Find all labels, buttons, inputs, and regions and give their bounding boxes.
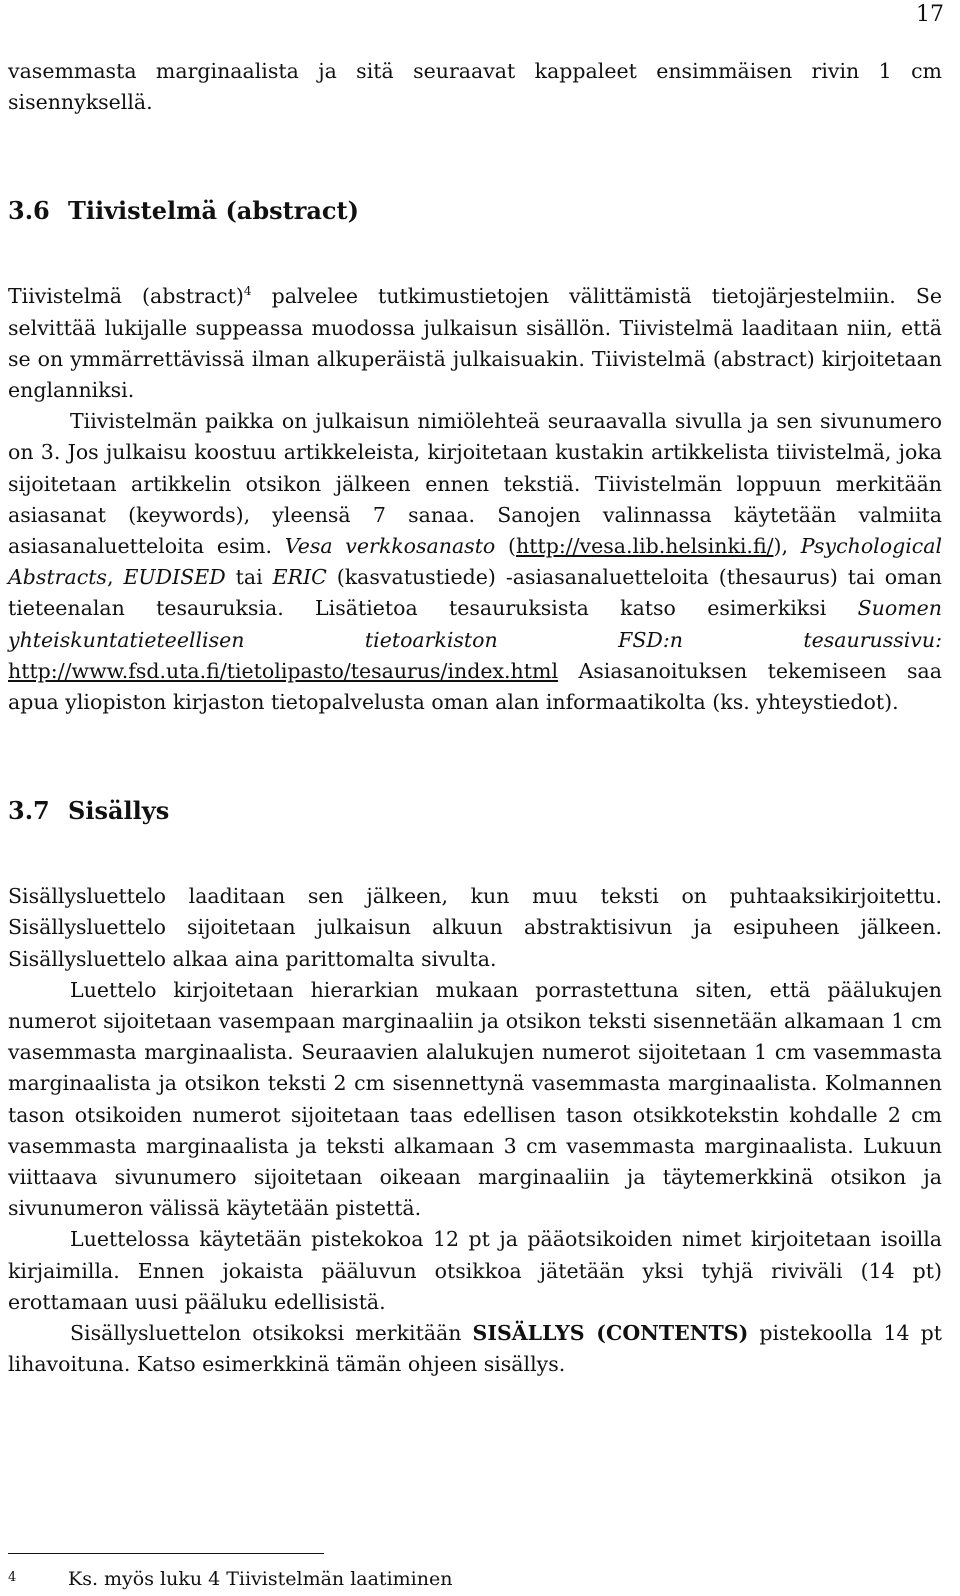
section-heading-3-6: [8, 196, 942, 226]
footnote-divider: [8, 1553, 324, 1554]
page-content: [8, 56, 942, 1381]
section-number: 3.7: [8, 796, 50, 826]
fsd-thesaurus-link[interactable]: http://www.fsd.uta.fi/tietolipasto/tesaurus/index.html: [8, 658, 558, 683]
abstract-paragraph-2: Tiivistelmän paikka on julkaisun nimiölehteä seuraavalla sivulla ja sen sivunumero on 3. Jos julkaisu koostuu artikkeleista, kirjoitetaan kustakin artikkelista tiivistelmä, joka sijoitetaan artikkelin otsikon jälkeen ennen tekstiä. Tiivistelmän loppuun merkitään asiasanat (keywords), yleensä 7 sanaa. Sanojen valinnassa käytetään valmiita asiasanaluetteloita esim. Vesa verkkosanasto (http://vesa.lib.helsinki.fi/), Psychological Abstracts, EUDISED tai ERIC (kasvatustiede) -asiasanaluetteloita (thesaurus) tai oman tieteenalan tesauruksia. Lisätietoa tesauruksista katso esimerkiksi Suomen yhteiskuntatieteellisen tietoarkiston FSD:n tesaurussivu: http://www.fsd.uta.fi/tietolipasto/tesaurus/index.html Asiasanoituksen tekemiseen saa apua yliopiston kirjaston tietopalvelusta oman alan informaatikolta (ks. yhteystiedot).: [8, 409, 943, 715]
section-title: Sisällys: [68, 796, 170, 826]
contents-paragraph-1: Sisällysluettelo laaditaan sen jälkeen, kun muu teksti on puhtaaksikirjoitettu. Sisällysluettelo sijoitetaan julkaisun alkuun abstraktisivun ja esipuheen jälkeen. Sisällysluettelo alkaa aina parittomalta sivulta.: [8, 884, 942, 971]
vesa-link[interactable]: http://vesa.lib.helsinki.fi/: [516, 534, 774, 559]
page-number: 17: [916, 2, 944, 27]
contents-paragraph-2: Luettelo kirjoitetaan hierarkian mukaan porrastettuna siten, että päälukujen numerot sijoitetaan vasempaan marginaaliin ja otsikon teksti sisennetään alkamaan 1 cm vasemmasta marginaalista. Seuraavien alalukujen numerot sijoitetaan 1 cm vasemmasta marginaalista ja otsikon teksti 2 cm sisennettynä vasemmasta marginaalista. Kolmannen tason otsikoiden numerot sijoitetaan taas edellisen tason otsikkotekstin kohdalle 2 cm vasemmasta marginaalista ja teksti alkamaan 3 cm vasemmasta marginaalista. Lukuun viittaava sivunumero sijoitetaan oikeaan marginaaliin ja täytemerkkinä otsikon ja sivunumeron välissä käytetään pistettä.: [8, 977, 942, 1221]
footnote: [8, 1566, 452, 1591]
abstract-paragraph-1: Tiivistelmä (abstract)$^4$ palvelee tutkimustietojen välittämistä tietojärjestelmiin. Se selvittää lukijalle suppeassa muodossa julkaisun sisällön. Tiivistelmä laaditaan niin, että se on ymmärrettävissä ilman alkuperäistä julkaisuakin. Tiivistelmä (abstract) kirjoitetaan englanniksi.: [8, 284, 942, 403]
contents-paragraph-3: Luettelossa käytetään pistekokoa 12 pt ja pääotsikoiden nimet kirjoitetaan isoilla kirjaimilla. Ennen jokaista pääluvun otsikkoa jätetään yksi tyhjä riviväli (14 pt) erottamaan uusi pääluku edellisistä.: [8, 1227, 942, 1314]
footnote-text: Ks. myös luku 4 Tiivistelmän laatiminen: [68, 1568, 453, 1590]
section-number: 3.6: [8, 196, 50, 226]
contents-paragraph-4: Sisällysluettelon otsikoksi merkitään SISÄLLYS (CONTENTS) pistekoolla 14 pt lihavoituna. Katso esimerkkinä tämän ohjeen sisällys.: [8, 1321, 942, 1377]
intro-paragraph: vasemmasta marginaalista ja sitä seuraavat kappaleet ensimmäisen rivin 1 cm sisennyksellä.: [8, 59, 942, 115]
section-heading-3-7: [8, 796, 942, 826]
section-title: Tiivistelmä (abstract): [68, 196, 359, 226]
footnote-reference[interactable]: 4: [243, 284, 252, 299]
footnote-number: 4: [8, 1570, 17, 1585]
